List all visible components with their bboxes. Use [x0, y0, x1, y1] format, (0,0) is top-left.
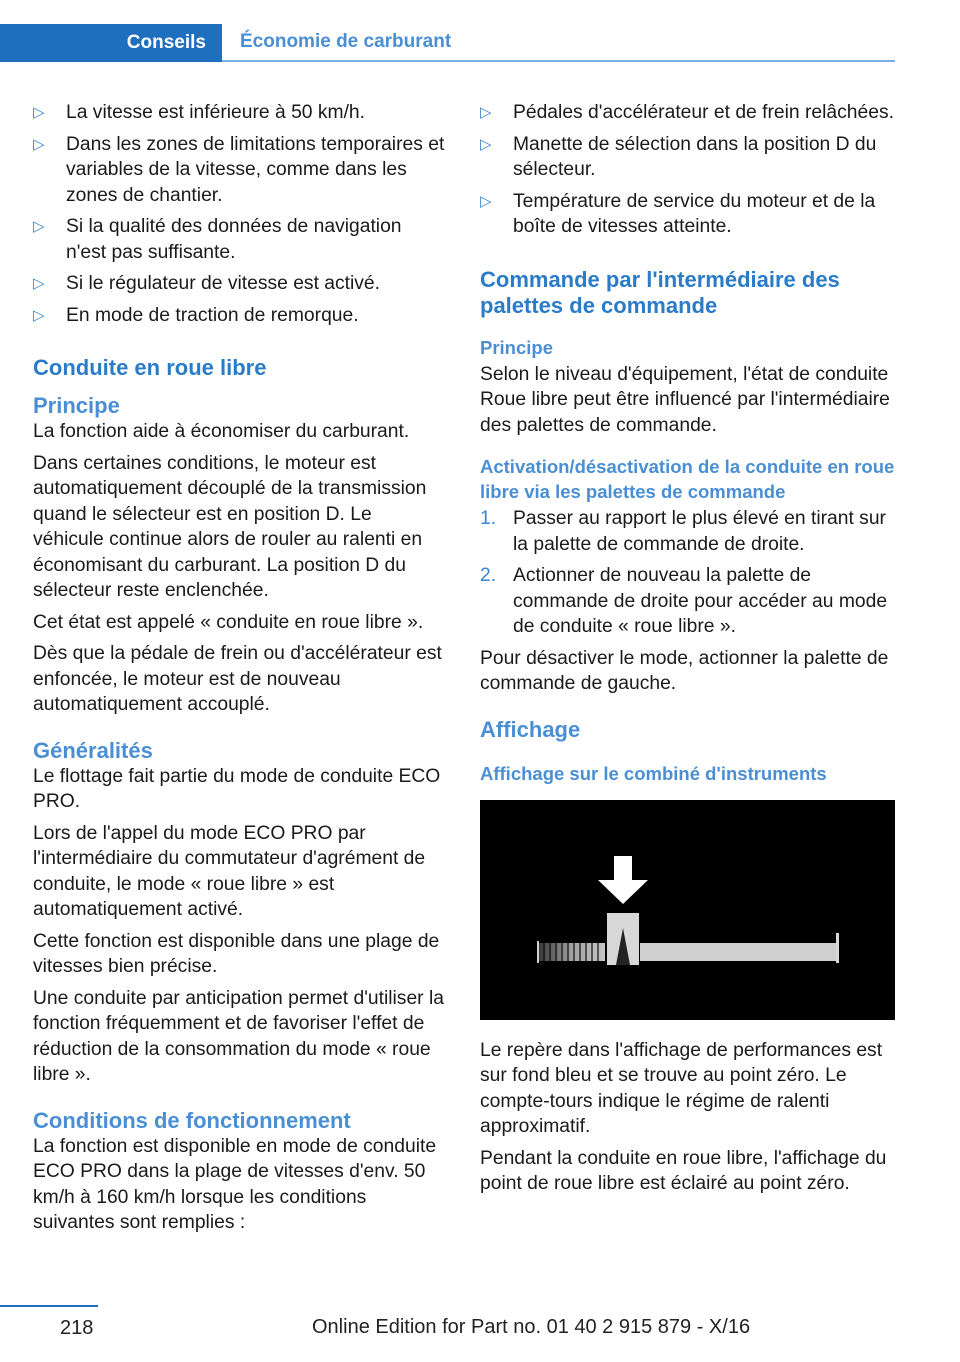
step-number: 1. — [480, 508, 497, 529]
section-title: Économie de carburant — [240, 31, 452, 52]
heading-generalites: Généralités — [33, 737, 153, 763]
triangle-bullet-icon: ▷ — [33, 218, 45, 235]
header-rule — [222, 60, 895, 62]
paragraph: Lors de l'appel du mode ECO PRO par l'intermédiaire du commutateur d'agrément de conduite, le mode « roue libre » est automatiquement activé. — [33, 822, 426, 920]
list-item: ▷ La vitesse est inférieure à 50 km/h. — [33, 100, 445, 126]
heading-combine: Affichage sur le combiné d'instruments — [480, 762, 827, 784]
list-item: ▷ Dans les zones de limitations temporaires et variables de la vitesse, comme dans les zones de chantier. — [33, 133, 445, 206]
heading-conduite-roue-libre: Conduite en roue libre — [33, 355, 267, 380]
edition-footer: Online Edition for Part no. 01 40 2 915 879 - X/16 — [312, 1316, 751, 1338]
paragraph: Le flottage fait partie du mode de conduite ECO PRO. — [33, 765, 441, 812]
page-number: 218 — [60, 1317, 94, 1339]
triangle-bullet-icon: ▷ — [33, 306, 45, 324]
heading-affichage: Affichage — [480, 716, 581, 742]
triangle-bullet-icon: ▷ — [480, 104, 492, 121]
paragraph: Une conduite par anticipation permet d'utiliser la fonction fréquemment et de favoriser l'effet de réduction de la consommation du mode « roue libre ». — [33, 987, 444, 1085]
paragraph: Dès que la pédale de frein ou d'accélérateur est enfoncée, le moteur est de nouveau automatiquement accouplé. — [33, 643, 442, 715]
heading-conditions: Conditions de fonctionnement — [33, 1107, 351, 1133]
triangle-bullet-icon: ▷ — [480, 135, 492, 153]
list-item: ▷ Température de service du moteur et de la boîte de vitesses atteinte. — [480, 190, 876, 237]
numbered-step: 1. Passer au rapport le plus élevé en tirant sur la palette de commande de droite. — [480, 508, 886, 555]
paragraph: Selon le niveau d'équipement, l'état de conduite Roue libre peut être influencé par l'intermédiaire des palettes de commande. — [480, 363, 890, 436]
list-item: ▷ Pédales d'accélérateur et de frein relâchées. — [480, 100, 896, 126]
heading-activation: Activation/désactivation de la conduite en roue libre via les palettes de commande — [480, 456, 895, 502]
list-item: ▷ Manette de sélection dans la position D du sélecteur. — [480, 133, 877, 180]
list-item: ▷ Si le régulateur de vitesse est activé. — [33, 271, 445, 297]
page-number-rule — [0, 1305, 98, 1307]
heading-principe: Principe — [480, 336, 553, 358]
paragraph: Le repère dans l'affichage de performances est sur fond bleu et se trouve au point zéro. Le compte-tours indique le régime de ralenti approximatif. — [480, 1039, 883, 1137]
instrument-display-image — [480, 800, 895, 1020]
chapter-tab[interactable] — [0, 24, 222, 62]
paragraph: Pour désactiver le mode, actionner la palette de commande de gauche. — [480, 647, 889, 694]
heading-commande-palettes: Commande par l'intermédiaire des palettes de commande — [480, 266, 840, 318]
page-header — [0, 24, 895, 62]
triangle-bullet-icon: ▷ — [33, 275, 45, 292]
chapter-tab-label: Conseils — [126, 32, 206, 53]
triangle-bullet-icon: ▷ — [480, 192, 492, 210]
triangle-bullet-icon: ▷ — [33, 135, 45, 153]
step-number: 2. — [480, 565, 497, 586]
paragraph: Cette fonction est disponible dans une plage de vitesses bien précise. — [33, 930, 440, 977]
paragraph: Cet état est appelé « conduite en roue libre ». — [33, 611, 424, 633]
list-item: ▷ Si la qualité des données de navigation n'est pas suffisante. — [33, 216, 402, 263]
list-item: ▷ En mode de traction de remorque. — [33, 303, 445, 329]
paragraph: La fonction est disponible en mode de conduite ECO PRO dans la plage de vitesses d'env. 50 km/h à 160 km/h lorsque les conditions suivantes sont remplies : — [33, 1135, 437, 1233]
left-column — [33, 100, 445, 1242]
coasting-indicator-graphic — [480, 800, 895, 1020]
paragraph: Dans certaines conditions, le moteur est automatiquement découplé de la transmission quand le sélecteur est en position D. Le véhicule continue alors de rouler au ralenti en économisant du carburant. La position D du sélecteur reste enclenchée. — [33, 452, 427, 601]
heading-principe: Principe — [33, 393, 120, 418]
arrow-down-icon — [598, 856, 648, 904]
right-column — [480, 100, 896, 1203]
paragraph: Pendant la conduite en roue libre, l'affichage du point de roue libre est éclairé au point zéro. — [480, 1147, 887, 1194]
triangle-bullet-icon: ▷ — [33, 104, 45, 121]
paragraph: La fonction aide à économiser du carburant. — [33, 421, 410, 442]
numbered-step: 2. Actionner de nouveau la palette de commande de droite pour accéder au mode de conduite « roue libre ». — [480, 565, 888, 637]
